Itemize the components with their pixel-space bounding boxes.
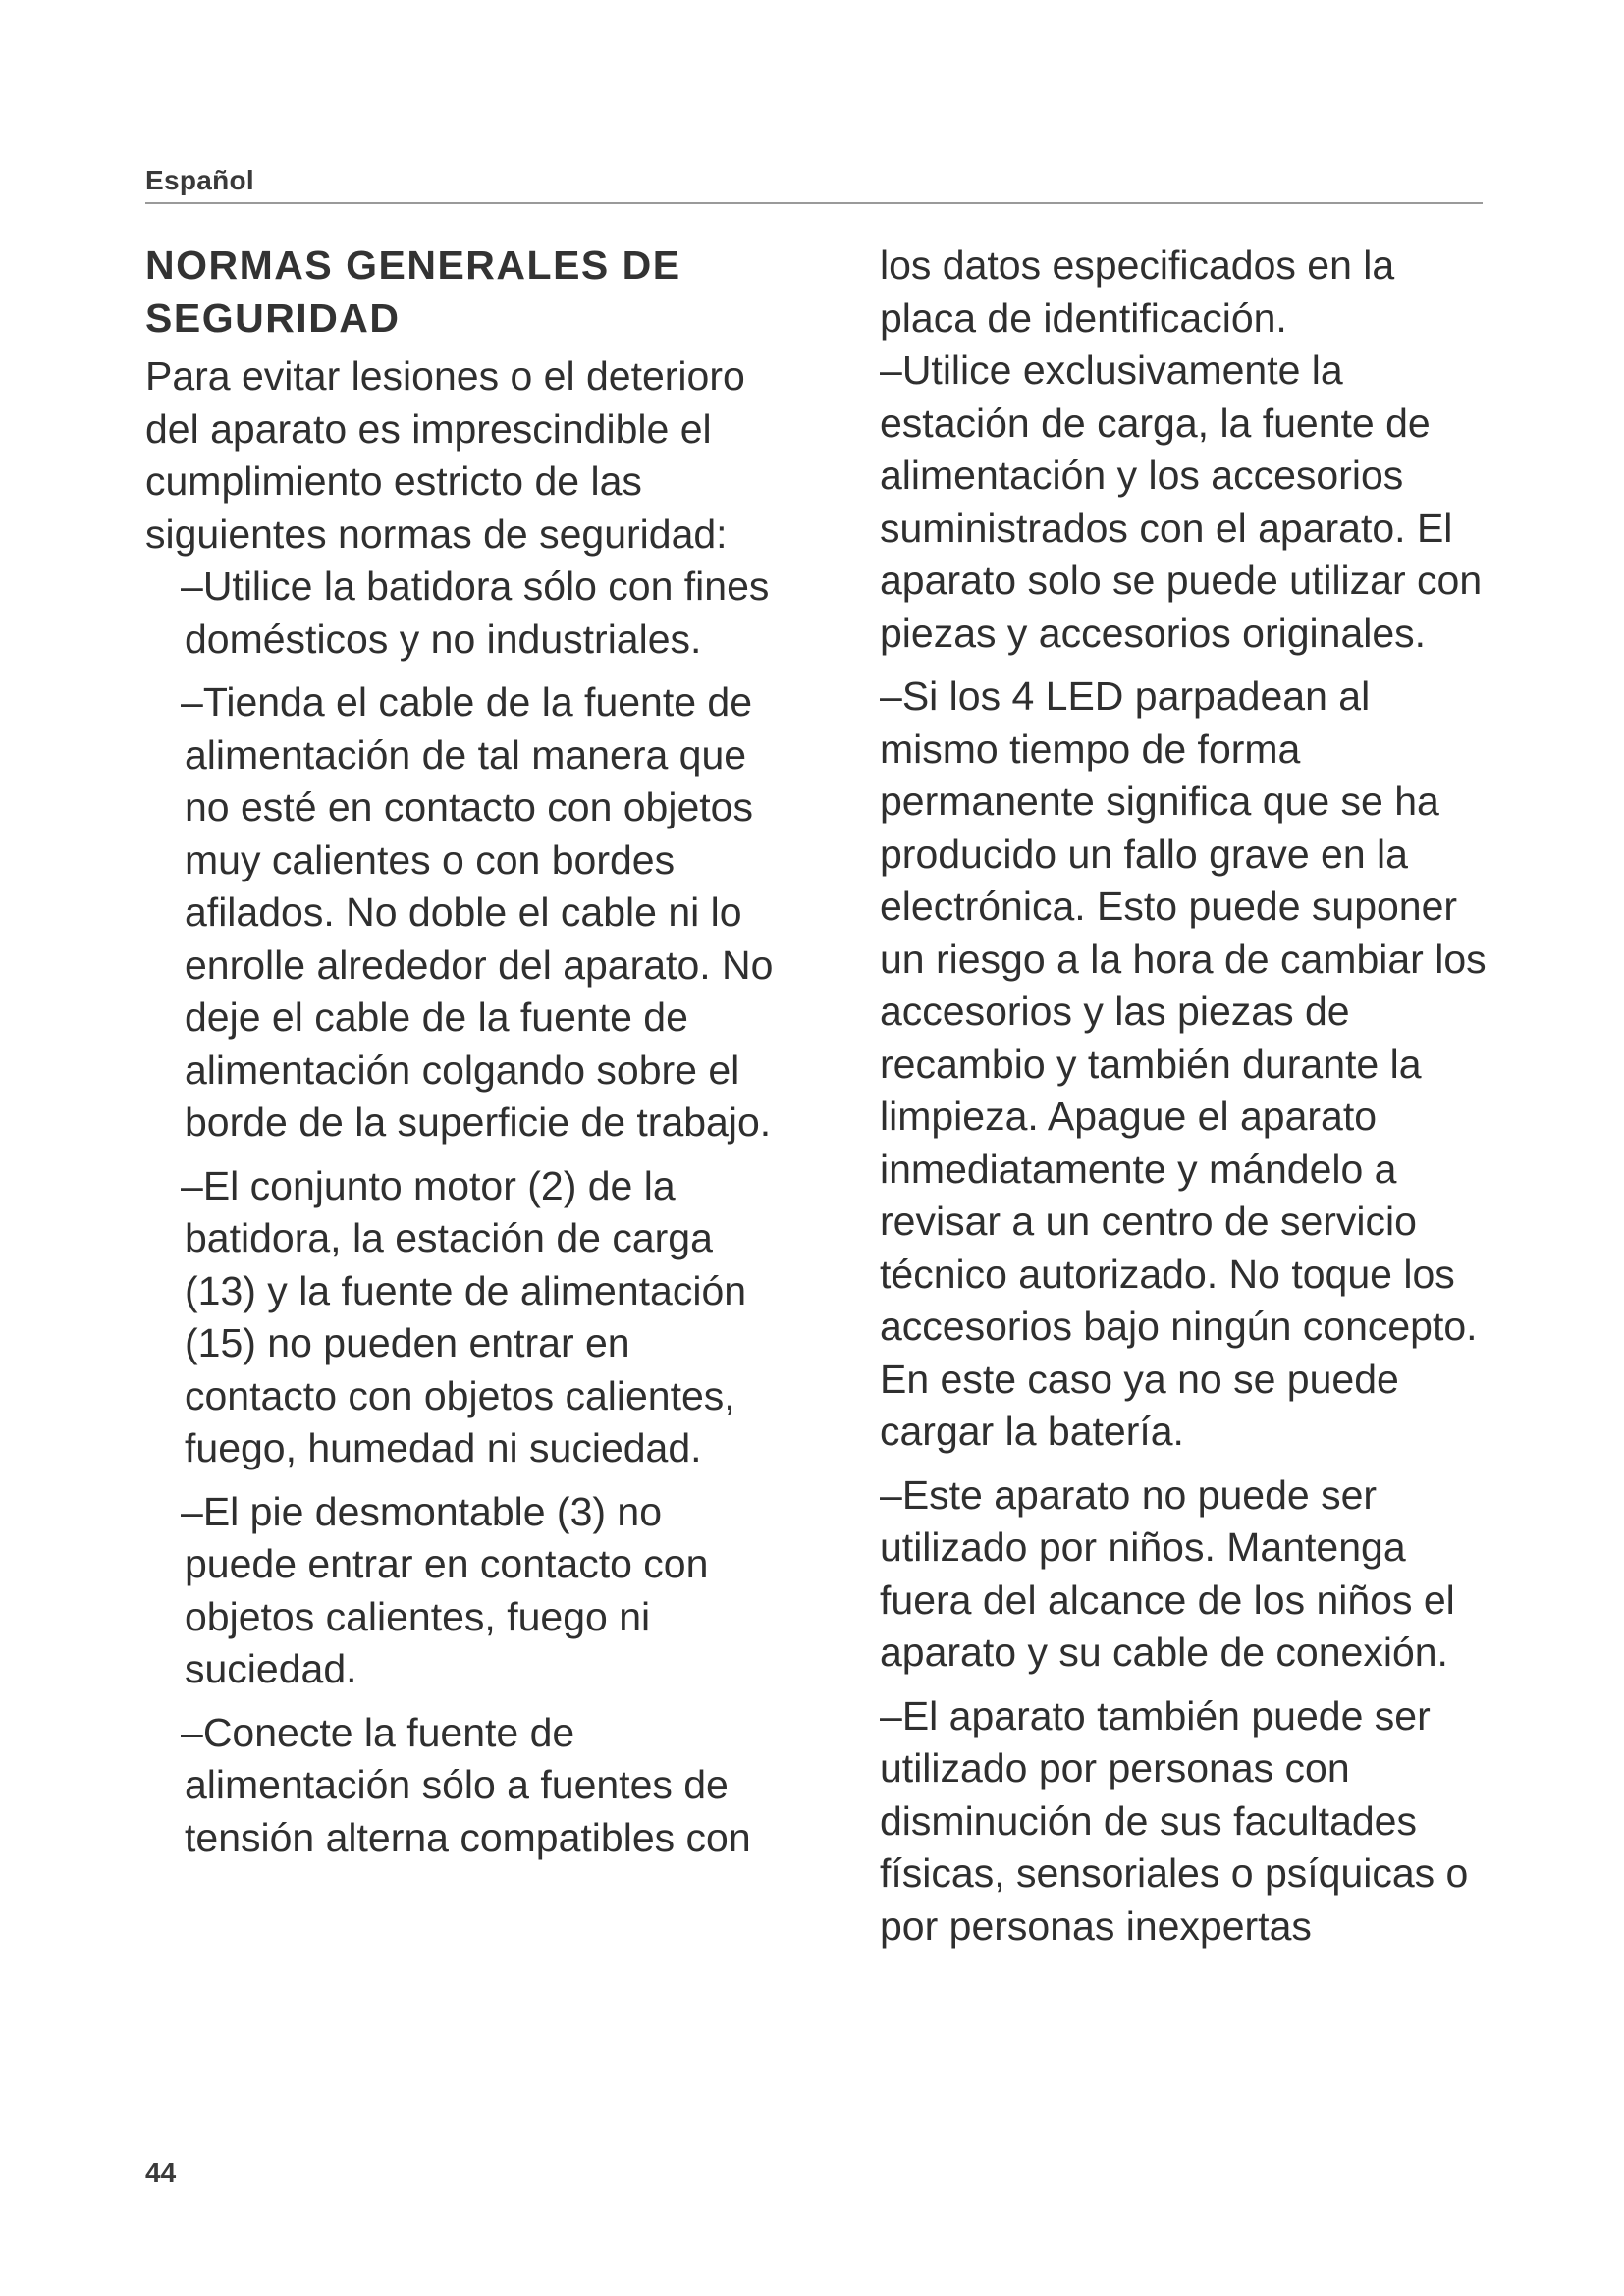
- rule-text: Utilice exclusivamente la estación de carga, la fuente de alimentación y los accesorios suministrados con el aparato. El aparato solo se puede utilizar con piezas y accesorios originales.: [880, 347, 1483, 656]
- section-title: [145, 240, 784, 345]
- rule-text: Este aparato no puede ser utilizado por niños. Mantenga fuera del alcance de los niños el aparato y su cable de conexión.: [880, 1471, 1455, 1675]
- bullet-dash: –: [880, 1692, 902, 1738]
- header-divider: [145, 202, 1483, 204]
- list-item: [880, 345, 1489, 660]
- list-item: [880, 670, 1489, 1459]
- bullet-dash: –: [880, 347, 902, 393]
- left-column: [145, 240, 784, 1875]
- continued-text: los datos especificados en la placa de identificación.: [880, 242, 1395, 341]
- rule-text: Tienda el cable de la fuente de alimentación de tal manera que no esté en contacto con objetos muy calientes o con bordes afilados. No doble el cable ni lo enrolle alrededor del aparato. No deje el cable de la fuente de alimentación colgando sobre el borde de la superficie de trabajo.: [185, 679, 774, 1145]
- bullet-dash: –: [181, 1488, 203, 1534]
- list-item: [145, 676, 784, 1149]
- bullet-dash: –: [181, 563, 203, 609]
- language-label: Español: [145, 165, 255, 195]
- bullet-dash: –: [181, 1162, 203, 1208]
- rule-text: Si los 4 LED parpadean al mismo tiempo de forma permanente significa que se ha producido un fallo grave en la electrónica. Esto puede suponer un riesgo a la hora de cambiar los accesorios y las piezas de recambio y también durante la limpieza. Apague el aparato inmediatamente y mándelo a revisar a un centro de servicio técnico autorizado. No toque los accesorios bajo ningún concepto. En este caso ya no se puede cargar la batería.: [880, 673, 1487, 1454]
- list-item: [145, 561, 784, 666]
- list-item: [880, 1469, 1489, 1680]
- section-title-line-1: NORMAS GENERALES DE: [145, 242, 681, 288]
- list-item: [880, 1690, 1489, 1953]
- safety-rules-list-right: [880, 345, 1489, 1952]
- page-number: 44: [145, 2158, 177, 2188]
- bullet-dash: –: [181, 679, 203, 724]
- safety-rules-list-left: [145, 561, 784, 1864]
- bullet-dash: –: [880, 673, 902, 719]
- rule-text: El aparato también puede ser utilizado por personas con disminución de sus facultades físicas, sensoriales o psíquicas o por personas inexpertas: [880, 1692, 1469, 1949]
- section-title-line-2: SEGURIDAD: [145, 294, 401, 341]
- list-item: [145, 1160, 784, 1475]
- list-item: [145, 1707, 784, 1865]
- list-item: [145, 1486, 784, 1696]
- rule-text: Utilice la batidora sólo con fines domésticos y no industriales.: [185, 563, 770, 662]
- bullet-dash: –: [880, 1471, 902, 1518]
- right-column: [880, 240, 1489, 1963]
- rule-text: Conecte la fuente de alimentación sólo a fuentes de tensión alterna compatibles con: [185, 1709, 751, 1860]
- rule-text: El conjunto motor (2) de la batidora, la estación de carga (13) y la fuente de alimentación (15) no pueden entrar en contacto con objetos calientes, fuego, humedad ni suciedad.: [185, 1162, 747, 1470]
- intro-paragraph: Para evitar lesiones o el deterioro del aparato es imprescindible el cumplimiento estricto de las siguientes normas de seguridad:: [145, 353, 745, 557]
- bullet-dash: –: [181, 1709, 203, 1755]
- rule-text: El pie desmontable (3) no puede entrar en contacto con objetos calientes, fuego ni suciedad.: [185, 1488, 709, 1691]
